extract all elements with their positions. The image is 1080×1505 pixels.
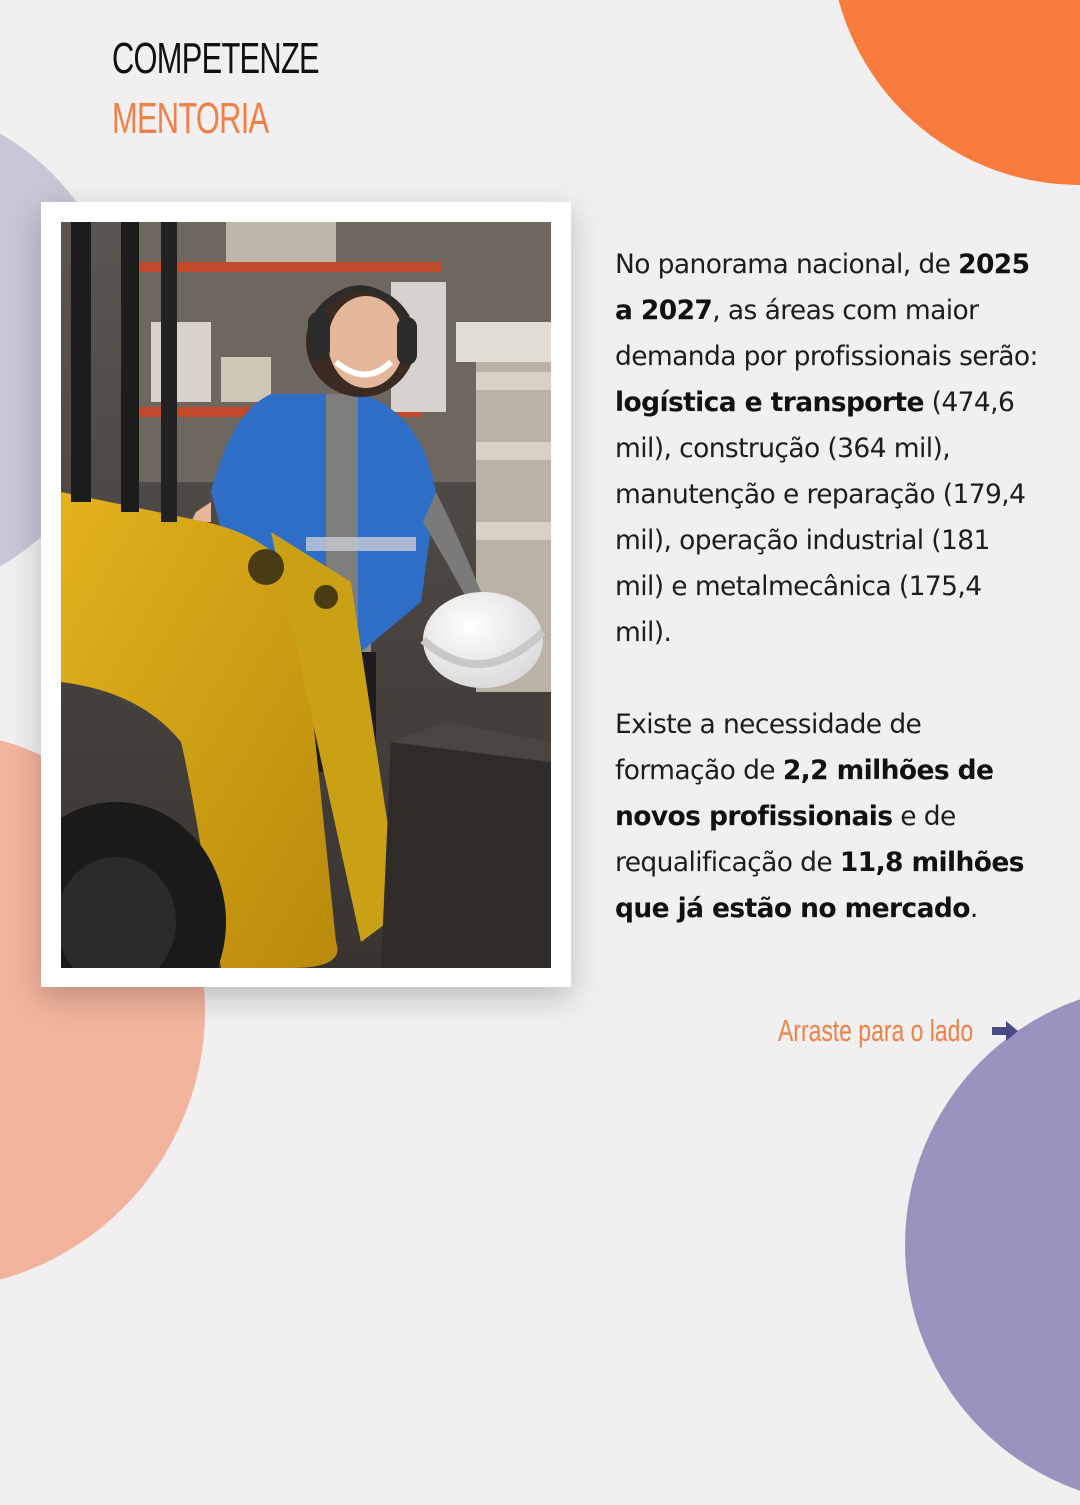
logo-line-mentoria: MENTORIA bbox=[112, 94, 269, 143]
bold-text: logística e transporte bbox=[615, 387, 924, 418]
logo-line-competenze: COMPETENZE bbox=[112, 34, 319, 83]
swipe-hint[interactable] bbox=[778, 1008, 1020, 1054]
paragraph-panorama bbox=[615, 242, 1045, 656]
decorative-orange-circle bbox=[830, 0, 1080, 185]
decorative-purple-circle bbox=[905, 985, 1080, 1505]
text: e de requalificação de bbox=[615, 801, 956, 878]
text: (474,6 mil), construção (364 mil), manutenção e reparação (179,4 mil), operação industrial (181 mil) e metalmecânica (175,4 mil). bbox=[615, 387, 1026, 648]
bold-text: 2,2 milhões de novos profissionais bbox=[615, 755, 994, 832]
bold-text: 2025 a 2027 bbox=[615, 249, 1030, 326]
text: No panorama nacional, de bbox=[615, 249, 959, 280]
brand-logo bbox=[112, 28, 408, 150]
arrow-right-icon bbox=[990, 1019, 1020, 1043]
text: , as áreas com maior demanda por profissionais serão: bbox=[615, 295, 1038, 372]
text: Existe a necessidade de formação de bbox=[615, 709, 922, 786]
swipe-label: Arraste para o lado bbox=[778, 1013, 974, 1048]
body-text bbox=[615, 242, 1045, 932]
paragraph-necessidade bbox=[615, 702, 1045, 932]
worker-photo bbox=[61, 222, 551, 968]
bold-text: 11,8 milhões que já estão no mercado bbox=[615, 847, 1024, 924]
text: . bbox=[969, 893, 978, 924]
photo-card bbox=[41, 202, 571, 987]
